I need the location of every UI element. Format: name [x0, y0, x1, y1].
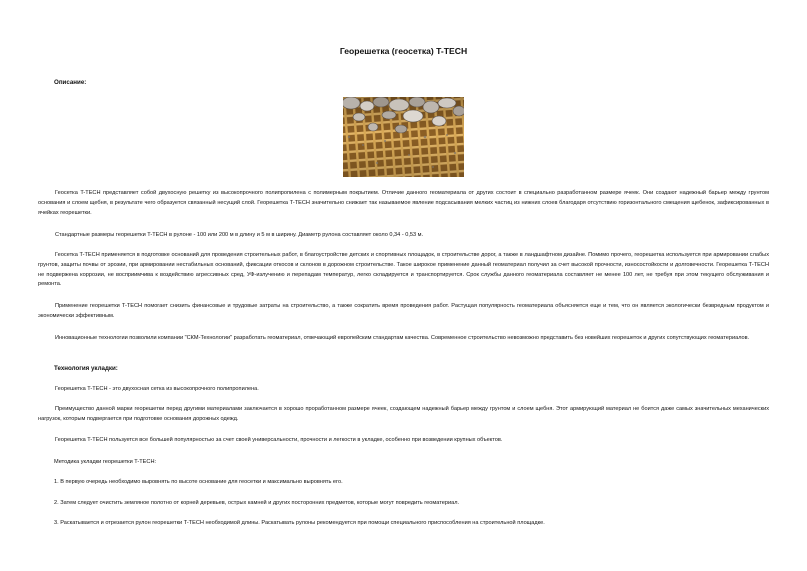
method-intro: Методика укладки георешетки T-TECH:	[54, 459, 157, 465]
tech-paragraph: Георешетка T-TECH пользуется все большей популярностью за счет своей универсальности, прочности и легкости в укладке, особенно при возведении крупных объектов.	[55, 437, 503, 443]
description-heading: Описание:	[54, 79, 87, 86]
tech-paragraph: Преимущество данной марки георешетки перед другими материалами заключается в хорошо проработанном размере ячеек, создающем надежный барьер между грунтом и слоем щебня. Этот армирующий материал не боится даже самых значительных механических нагрузок, которым подвергается при подготовке основания дорожных одежд.	[38, 406, 769, 422]
description-paragraph: Инновационные технологии позволили компании "СКМ-Технологии" разработать геоматериал, отвечающий европейским стандартам качества. Современное строительство невозможно представить без новейших георешеток и других сопутствующих геоматериалов.	[55, 335, 750, 341]
tech-heading: Технология укладки:	[54, 365, 118, 372]
description-paragraph: Геосетка T-TECH применяется в подготовке оснований для проведения строительных работ, в благоустройстве детских и спортивных площадок, в строительстве дорог, а также в ландшафтном дизайне. Помимо прочего, георешетка используется при армировании слабых грунтов, защиты почвы от эрозии, при армировании нестабильных оснований, фиксации откосов и склонов в дорожном строительстве. Такое широкое применение данный геоматериал получил за счет высокой прочности, износостойкости и долговечности. Георешетка T-TECH не подвержена коррозии, не восприимчива к воздействию агрессивных сред, УФ-излучению и перепадам температур, легко складируется и транспортируется. Срок службы данного геоматериала составляет не менее 100 лет, не требуя при этом текущего обслуживания и ремонта.	[38, 252, 769, 288]
step-item: 3. Раскатывается и отрезается рулон георешетки T-TECH необходимой длины. Раскатывать рулоны рекомендуется при помощи специального приспособления на строительной площадке.	[54, 520, 545, 526]
description-paragraph: Геосетка T-TECH представляет собой двухосную решетку из высокопрочного полипропилена с полимерным покрытием. Отличие данного геоматериала от других состоит в специально разработанном размере ячеек. Они создают надежный барьер между грунтом основания и слоем щебня, в результате чего образуется связанный несущий слой. Георешетка T-TECH значительно снижает так называемое явление подсасывания мелких частиц из нижних слоев благодаря отсутствию горизонтального смещения щебенок, зафиксированных в ячейках георешетки.	[38, 190, 769, 216]
geogrid-image	[343, 97, 464, 177]
description-paragraph: Применение георешетки T-TECH помогает снизить финансовые и трудовые затраты на строительство, а также сократить время проведения работ. Растущая популярность геоматериала объясняется еще и тем, что он является экологически безвредным продуктом и экономически эффективным.	[38, 303, 769, 319]
step-item: 2. Затем следует очистить земляное полотно от корней деревьев, острых камней и других посторонних предметов, которые могут повредить геоматериал.	[54, 500, 460, 506]
description-paragraph: Стандартные размеры георешетки T-TECH в рулоне - 100 или 200 м в длину и 5 м в ширину. Диаметр рулона составляет около 0,34 - 0,53 м.	[55, 232, 424, 238]
tech-paragraph: Георешетка T-TECH - это двухосная сетка из высокопрочного полипропилена.	[55, 386, 259, 392]
geogrid-photo	[343, 97, 464, 177]
page-title: Георешетка (геосетка) T-TECH	[339, 46, 468, 56]
step-item: 1. В первую очередь необходимо выровнять по высоте основание для геосетки и максимально выровнять его.	[54, 479, 343, 485]
